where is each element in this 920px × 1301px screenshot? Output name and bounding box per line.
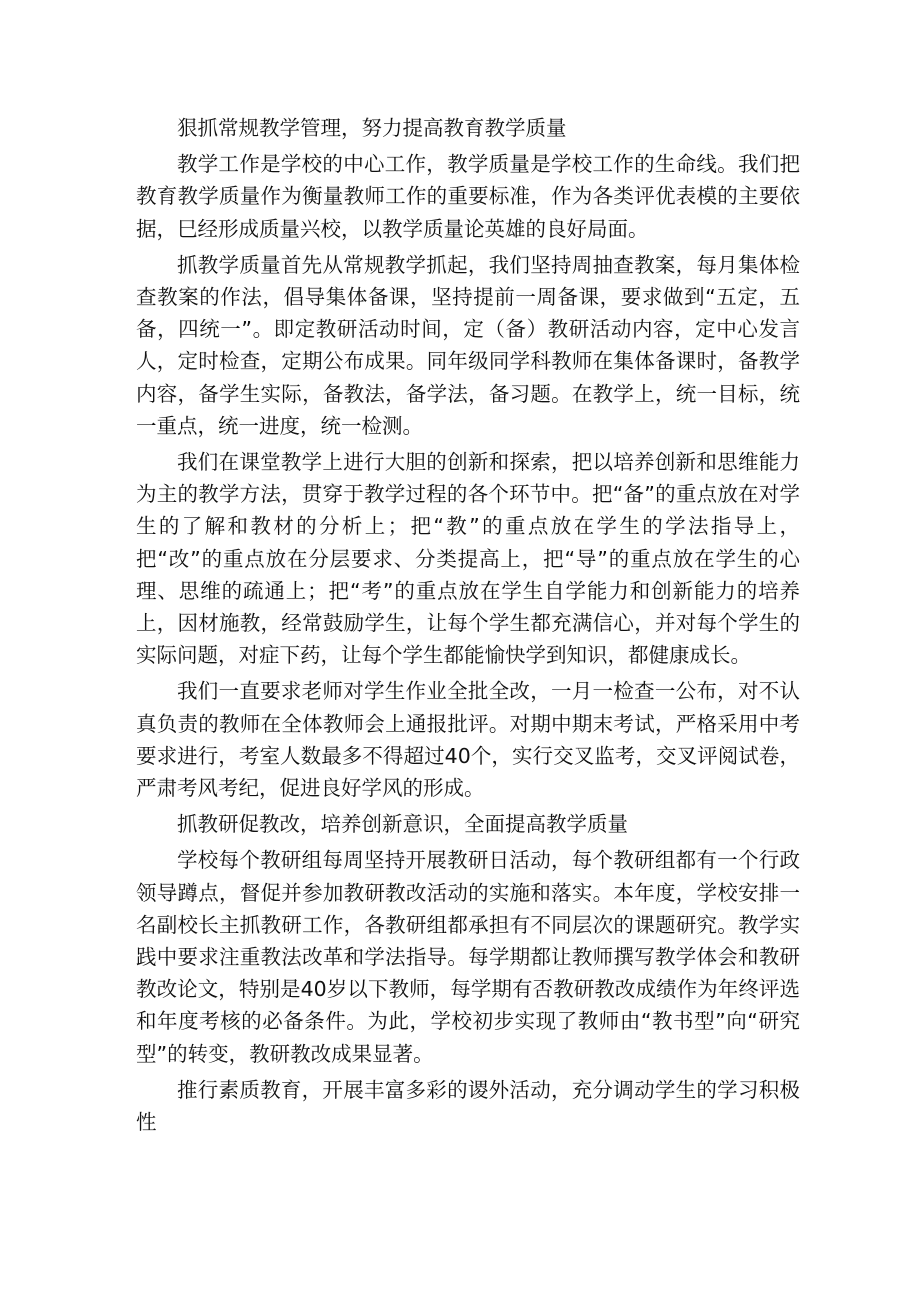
section-heading-1: 狠抓常规教学管理，努力提高教育教学质量 bbox=[177, 116, 567, 140]
document-body bbox=[136, 112, 800, 1142]
paragraph-1: 教学工作是学校的中心工作，教学质量是学校工作的生命线。我们把教育教学质量作为衡量教师工作的重要标准，作为各类评优表模的主要依据，巳经形成质量兴校，以教学质量论英雄的良好局面。 bbox=[136, 152, 800, 241]
section-heading-2: 抓教研促教改，培养创新意识，全面提高教学质量 bbox=[177, 812, 628, 837]
paragraph-3: 我们在课堂教学上进行大胆的创新和探索，把以培养创新和思维能力为主的教学方法，贯穿于教学过程的各个环节中。把“备”的重点放在对学生的了解和教材的分析上；把“教”的重点放在学生的学法指导上，把“改”的重点放在分层要求、分类提高上，把“导”的重点放在学生的心理、思维的疏通上；把“考”的重点放在学生自学能力和创新能力的培养上，因材施教，经常鼓励学生，让每个学生都充满信心，并对每个学生的实际问题，对症下药，让每个学生都能愉快学到知识，都健康成长。 bbox=[136, 450, 800, 668]
paragraph-5: 学校每个教研组每周坚持开展教研日活动，每个教研组都有一个行政领导蹲点，督促并参加教研教改活动的实施和落实。本年度，学校安排一名副校长主抓教研工作，各教研组都承担有不同层次的课题研究。教学实践中要求注重教法改革和学法指导。每学期都让教师撰写教学体会和教研教改论文，特别是40岁以下教师，每学期有否教研教改成绩作为年终评选和年度考核的必备条件。为此，学校初步实现了教师由“教书型”向“研究型”的转变，教研教改成果显著。 bbox=[136, 848, 800, 1066]
paragraph-4: 我们一直要求老师对学生作业全批全改，一月一检查一公布，对不认真负责的教师在全体教师会上通报批评。对期中期末考试，严格采用中考要求进行，考室人数最多不得超过40个，实行交叉监考，交叉评阅试卷，严肃考风考纪，促进良好学风的形成。 bbox=[136, 679, 800, 801]
paragraph-6: 推行素质教育，开展丰富多彩的谡外活动，充分调动学生的学习积极性 bbox=[136, 1077, 800, 1135]
paragraph-2: 抓教学质量首先从常规教学抓起，我们坚持周抽查教案，每月集体检查教案的作法，倡导集体备课，坚持提前一周备课，要求做到“五定，五备，四统一”。即定教研活动时间，定（备）教研活动内容，定中心发言人，定时检查，定期公布成果。同年级同学科教师在集体备课时，备教学内容，备学生实际，备教法，备学法，备习题。在教学上，统一目标，统一重点，统一进度，统一检测。 bbox=[136, 252, 800, 438]
